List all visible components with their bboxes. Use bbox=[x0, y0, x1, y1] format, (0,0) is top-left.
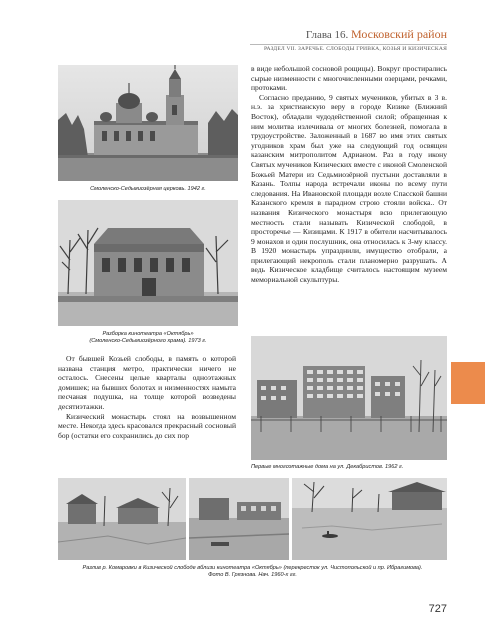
right-paragraph-1: в виде небольшой сосновой рощицы). Вокруг простирались сырые низменности с многочисленными озерцами, речками, протоками. bbox=[251, 64, 447, 93]
right-column-text bbox=[251, 64, 447, 285]
flood-photo-right bbox=[292, 478, 447, 560]
flood-photo-left bbox=[58, 478, 186, 560]
left-paragraph-2: Кизический монастырь стоял на возвышенном месте. Некогда здесь красовался прекрасный сосновый бор (остатки его сохранились до сих пор bbox=[58, 411, 236, 440]
left-column-text bbox=[58, 354, 236, 440]
section-subtitle: РАЗДЕЛ VII. ЗАРЕЧЬЕ. СЛОБОДЫ ГРИВКА, КОЗЬЯ И КИЗИЧЕСКАЯ bbox=[263, 46, 447, 52]
page-number: 727 bbox=[428, 603, 447, 615]
flood-caption: Разлив р. Комаровки в Кизической слободе вблизи кинотеатра «Октябрь» (перекресток ул. Чистопольской и пр. Ибрагимова). Фото В. Грязнова. Нач. 1960-х гг. bbox=[82, 565, 423, 579]
chapter-title: Московский район bbox=[351, 27, 447, 41]
chapter-header bbox=[0, 28, 447, 42]
buildings-photo bbox=[251, 336, 447, 460]
church-photo bbox=[58, 65, 238, 181]
cinema-caption: Разборка кинотеатра «Октябрь» (Смоленско-Седьмиозёрного храма). 1973 г. bbox=[89, 331, 207, 345]
church-caption: Смоленско-Седьмиозёрная церковь. 1942 г. bbox=[90, 186, 206, 192]
chapter-prefix: Глава 16. bbox=[305, 29, 349, 41]
header-rule bbox=[250, 44, 447, 45]
flood-photo-middle bbox=[189, 478, 289, 560]
buildings-caption: Первые многоэтажные дома на ул. Декабристов. 1962 г. bbox=[251, 464, 404, 470]
right-paragraph-2: Согласно преданию, 9 святых мучеников, убитых в 3 в. н.э. за христианскую веру в городе Кизике (Ближний Восток), обладали чудодейственной силой; обращенная к ним молитва излечивала от многих болезней, помогала в трудоустройстве. Заложенный в 1687 во имя этих святых угодников храм был уже на следующий год освящен казанским митрополитом Адрианом. Раз в году икону Святых мучеников Кизических вместе с иконой Смоленской Божьей Матери из Седьмиозёрной пустыни доставляли в Казань. Толпы народа встречали иконы по всему пути следования. На Ивановской площади возле Спасской башни Казанского кремля в парадном строю стояли войска.. От названия Кизического монастыря всю прилегающую местность стали называть Кизической слободой, в просторечье — Кизицами. К 1917 в обители насчитывалось 9 монахов и один послушник, она относилась к 3-му классу. В 1920 монастырь упразднили, имущество отобрали, а прилегающий некрополь стали планомерно разрушать. А ведь Кизическое кладбище считалось настоящим музеем мемориальной скульптуры. bbox=[251, 92, 447, 285]
chapter-color-tab bbox=[451, 362, 485, 404]
cinema-photo bbox=[58, 200, 238, 326]
left-paragraph-1: От бывшей Козьей слободы, в память о которой названа станция метро, практически ничего не осталось. Снесены целые кварталы одноэтажных домишек; на бывших болотах и низменностях намыта песчаная подушка, на толще которой возведены десятиэтажки. bbox=[58, 354, 236, 411]
